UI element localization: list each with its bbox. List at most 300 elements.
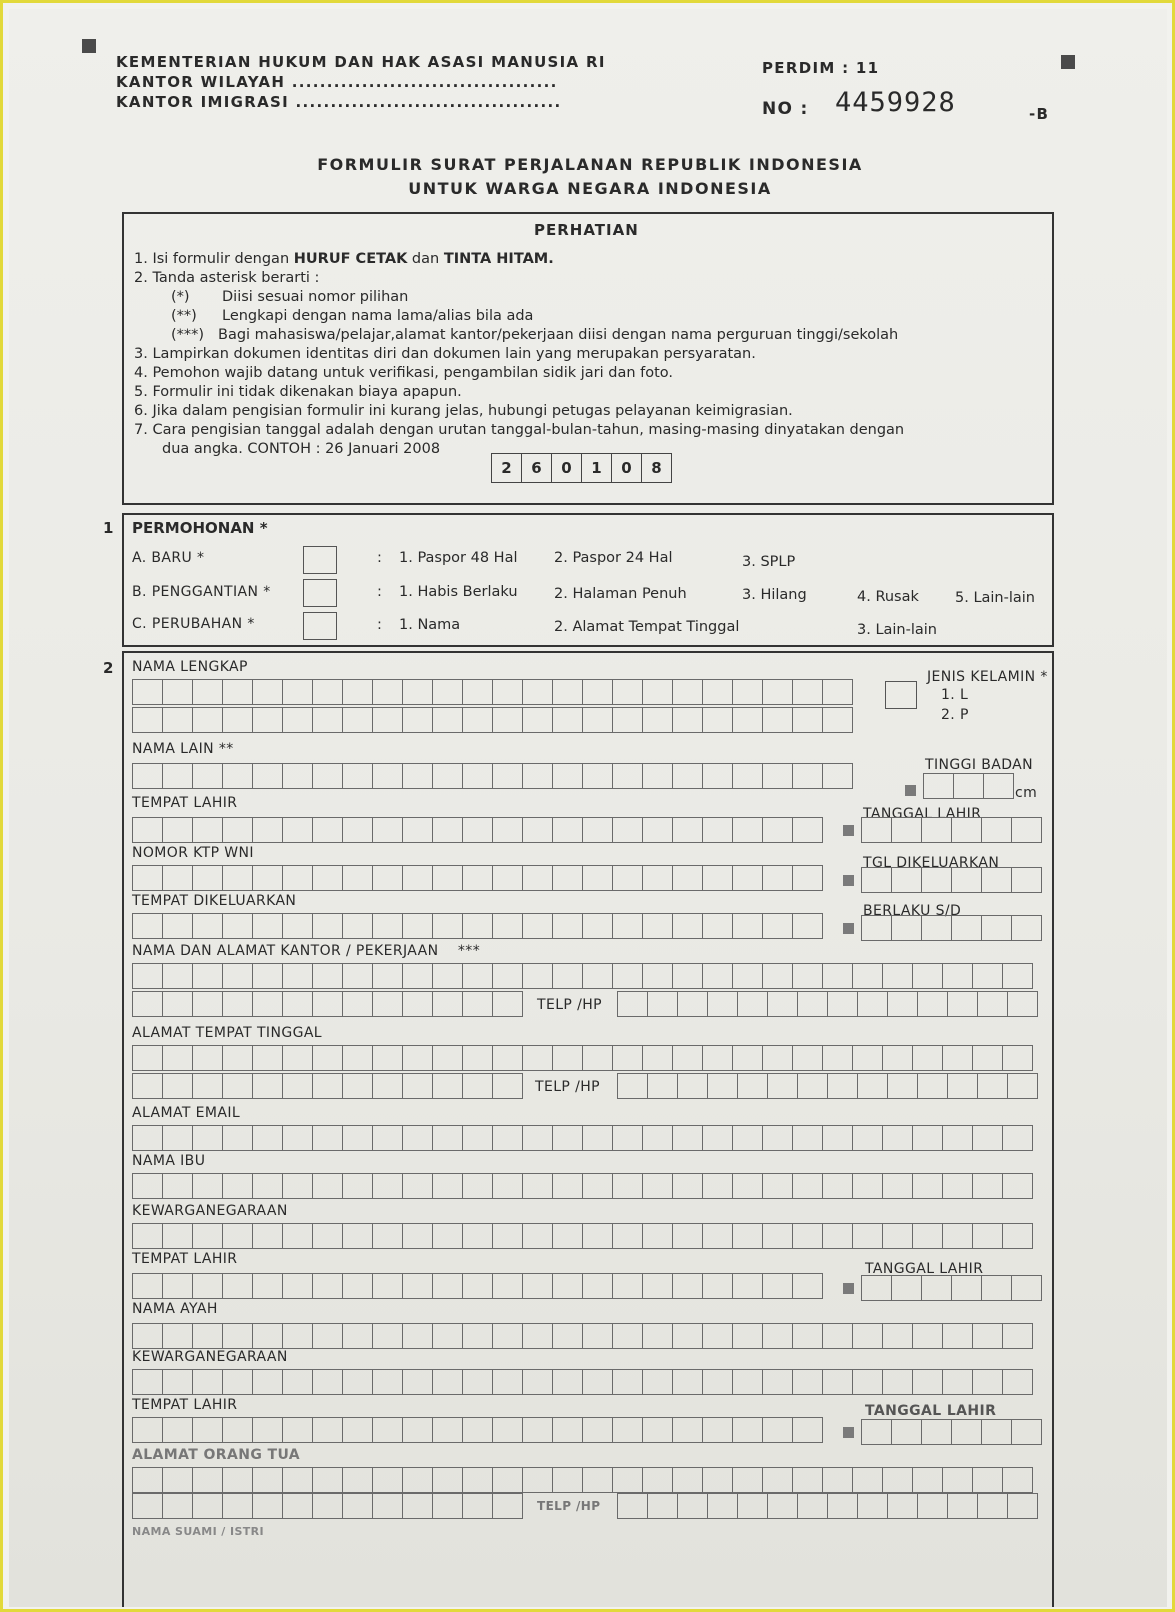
char-box[interactable] — [222, 1073, 253, 1099]
char-box[interactable] — [942, 1125, 973, 1151]
valid-until-input[interactable] — [861, 915, 1041, 941]
char-box[interactable] — [672, 1417, 703, 1443]
char-box[interactable] — [792, 1125, 823, 1151]
char-box[interactable] — [552, 1467, 583, 1493]
char-box[interactable] — [792, 1223, 823, 1249]
char-box[interactable] — [192, 1467, 223, 1493]
char-box[interactable] — [252, 963, 283, 989]
char-box[interactable] — [342, 1073, 373, 1099]
char-box[interactable] — [312, 1073, 343, 1099]
char-box[interactable] — [162, 991, 193, 1017]
char-box[interactable] — [702, 1045, 733, 1071]
char-box[interactable] — [222, 1173, 253, 1199]
char-box[interactable] — [372, 1323, 403, 1349]
char-box[interactable] — [672, 763, 703, 789]
char-box[interactable] — [162, 1467, 193, 1493]
char-box[interactable] — [552, 1223, 583, 1249]
char-box[interactable] — [827, 991, 858, 1017]
char-box[interactable] — [222, 913, 253, 939]
char-box[interactable] — [792, 963, 823, 989]
char-box[interactable] — [312, 865, 343, 891]
char-box[interactable] — [1002, 1369, 1033, 1395]
char-box[interactable] — [672, 1223, 703, 1249]
char-box[interactable] — [1011, 915, 1042, 941]
char-box[interactable] — [192, 1323, 223, 1349]
char-box[interactable] — [372, 1073, 403, 1099]
char-box[interactable] — [462, 1045, 493, 1071]
char-box[interactable] — [492, 1467, 523, 1493]
char-box[interactable] — [192, 1493, 223, 1519]
char-box[interactable] — [282, 1493, 313, 1519]
office-line-1[interactable] — [132, 963, 1032, 989]
char-box[interactable] — [972, 1223, 1003, 1249]
char-box[interactable] — [552, 679, 583, 705]
char-box[interactable] — [282, 1045, 313, 1071]
char-box[interactable] — [492, 1173, 523, 1199]
char-box[interactable] — [582, 1369, 613, 1395]
char-box[interactable] — [822, 1323, 853, 1349]
char-box[interactable] — [432, 1493, 463, 1519]
char-box[interactable] — [492, 1493, 523, 1519]
char-box[interactable] — [342, 1273, 373, 1299]
char-box[interactable] — [402, 707, 433, 733]
char-box[interactable] — [342, 1467, 373, 1493]
char-box[interactable] — [312, 1045, 343, 1071]
char-box[interactable] — [522, 707, 553, 733]
mother-name-input[interactable] — [132, 1173, 1032, 1199]
char-box[interactable] — [312, 1417, 343, 1443]
char-box[interactable] — [162, 817, 193, 843]
char-box[interactable] — [552, 817, 583, 843]
char-box[interactable] — [402, 1417, 433, 1443]
char-box[interactable] — [951, 1275, 982, 1301]
char-box[interactable] — [132, 679, 163, 705]
char-box[interactable] — [132, 1073, 163, 1099]
char-box[interactable] — [432, 991, 463, 1017]
char-box[interactable] — [672, 1045, 703, 1071]
char-box[interactable] — [492, 963, 523, 989]
char-box[interactable] — [677, 1493, 708, 1519]
address-line-1[interactable] — [132, 1045, 1032, 1071]
char-box[interactable] — [612, 1467, 643, 1493]
char-box[interactable] — [672, 1125, 703, 1151]
char-box[interactable] — [432, 1369, 463, 1395]
char-box[interactable] — [677, 991, 708, 1017]
char-box[interactable] — [432, 865, 463, 891]
char-box[interactable] — [942, 1323, 973, 1349]
birth-date-input[interactable] — [861, 817, 1041, 843]
char-box[interactable] — [702, 1273, 733, 1299]
char-box[interactable] — [792, 1273, 823, 1299]
char-box[interactable] — [252, 1045, 283, 1071]
char-box[interactable] — [762, 1417, 793, 1443]
char-box[interactable] — [282, 963, 313, 989]
char-box[interactable] — [132, 1173, 163, 1199]
char-box[interactable] — [947, 1073, 978, 1099]
char-box[interactable] — [222, 865, 253, 891]
char-box[interactable] — [921, 817, 952, 843]
char-box[interactable] — [912, 1369, 943, 1395]
char-box[interactable] — [522, 817, 553, 843]
char-box[interactable] — [612, 1369, 643, 1395]
char-box[interactable] — [1002, 1173, 1033, 1199]
char-box[interactable] — [462, 707, 493, 733]
char-box[interactable] — [462, 1073, 493, 1099]
char-box[interactable] — [762, 963, 793, 989]
char-box[interactable] — [552, 963, 583, 989]
char-box[interactable] — [192, 1045, 223, 1071]
char-box[interactable] — [192, 1223, 223, 1249]
char-box[interactable] — [462, 1493, 493, 1519]
char-box[interactable] — [672, 1467, 703, 1493]
char-box[interactable] — [642, 1045, 673, 1071]
char-box[interactable] — [857, 991, 888, 1017]
char-box[interactable] — [972, 1369, 1003, 1395]
char-box[interactable] — [342, 913, 373, 939]
char-box[interactable] — [1007, 991, 1038, 1017]
char-box[interactable] — [432, 963, 463, 989]
char-box[interactable] — [312, 1125, 343, 1151]
gender-input[interactable] — [885, 681, 917, 709]
char-box[interactable] — [891, 867, 922, 893]
char-box[interactable] — [767, 991, 798, 1017]
char-box[interactable] — [282, 1173, 313, 1199]
char-box[interactable] — [612, 963, 643, 989]
char-box[interactable] — [861, 1275, 892, 1301]
char-box[interactable] — [951, 817, 982, 843]
char-box[interactable] — [252, 1173, 283, 1199]
char-box[interactable] — [252, 1273, 283, 1299]
char-box[interactable] — [852, 1045, 883, 1071]
char-box[interactable] — [642, 817, 673, 843]
char-box[interactable] — [647, 1493, 678, 1519]
char-box[interactable] — [822, 707, 853, 733]
char-box[interactable] — [702, 679, 733, 705]
char-box[interactable] — [342, 1369, 373, 1395]
char-box[interactable] — [372, 1045, 403, 1071]
char-box[interactable] — [282, 1323, 313, 1349]
char-box[interactable] — [797, 991, 828, 1017]
char-box[interactable] — [342, 1045, 373, 1071]
char-box[interactable] — [432, 817, 463, 843]
office-phone-input[interactable] — [617, 991, 1037, 1017]
char-box[interactable] — [732, 1173, 763, 1199]
char-box[interactable] — [252, 1369, 283, 1395]
char-box[interactable] — [861, 817, 892, 843]
char-box[interactable] — [857, 1073, 888, 1099]
char-box[interactable] — [552, 1125, 583, 1151]
full-name-line-1[interactable] — [132, 679, 852, 705]
char-box[interactable] — [162, 865, 193, 891]
char-box[interactable] — [921, 1275, 952, 1301]
char-box[interactable] — [737, 1073, 768, 1099]
char-box[interactable] — [492, 1223, 523, 1249]
char-box[interactable] — [612, 1173, 643, 1199]
char-box[interactable] — [252, 1223, 283, 1249]
char-box[interactable] — [192, 679, 223, 705]
char-box[interactable] — [792, 1467, 823, 1493]
char-box[interactable] — [312, 817, 343, 843]
char-box[interactable] — [132, 1493, 163, 1519]
char-box[interactable] — [582, 963, 613, 989]
char-box[interactable] — [882, 1125, 913, 1151]
char-box[interactable] — [972, 1323, 1003, 1349]
char-box[interactable] — [827, 1073, 858, 1099]
char-box[interactable] — [702, 707, 733, 733]
char-box[interactable] — [672, 865, 703, 891]
father-birth-place-input[interactable] — [132, 1417, 822, 1443]
char-box[interactable] — [822, 1045, 853, 1071]
char-box[interactable] — [732, 963, 763, 989]
parent-address-line-2[interactable] — [132, 1493, 522, 1519]
char-box[interactable] — [372, 679, 403, 705]
char-box[interactable] — [942, 1223, 973, 1249]
char-box[interactable] — [252, 1467, 283, 1493]
char-box[interactable] — [612, 1273, 643, 1299]
char-box[interactable] — [1011, 867, 1042, 893]
permohonan-b-input[interactable] — [303, 579, 337, 607]
char-box[interactable] — [192, 1073, 223, 1099]
char-box[interactable] — [492, 1273, 523, 1299]
char-box[interactable] — [792, 1323, 823, 1349]
char-box[interactable] — [582, 679, 613, 705]
char-box[interactable] — [342, 1493, 373, 1519]
char-box[interactable] — [522, 1369, 553, 1395]
char-box[interactable] — [582, 1467, 613, 1493]
char-box[interactable] — [552, 1369, 583, 1395]
char-box[interactable] — [702, 1417, 733, 1443]
char-box[interactable] — [192, 963, 223, 989]
char-box[interactable] — [372, 1467, 403, 1493]
char-box[interactable] — [522, 1417, 553, 1443]
char-box[interactable] — [672, 817, 703, 843]
char-box[interactable] — [732, 1273, 763, 1299]
char-box[interactable] — [312, 1493, 343, 1519]
char-box[interactable] — [642, 679, 673, 705]
char-box[interactable] — [372, 1369, 403, 1395]
char-box[interactable] — [702, 1173, 733, 1199]
char-box[interactable] — [492, 707, 523, 733]
char-box[interactable] — [432, 1323, 463, 1349]
char-box[interactable] — [1011, 817, 1042, 843]
char-box[interactable] — [882, 1369, 913, 1395]
char-box[interactable] — [672, 963, 703, 989]
char-box[interactable] — [492, 1323, 523, 1349]
char-box[interactable] — [642, 1323, 673, 1349]
char-box[interactable] — [552, 865, 583, 891]
char-box[interactable] — [1007, 1073, 1038, 1099]
char-box[interactable] — [192, 707, 223, 733]
char-box[interactable] — [432, 1417, 463, 1443]
char-box[interactable] — [917, 1493, 948, 1519]
char-box[interactable] — [552, 707, 583, 733]
char-box[interactable] — [953, 773, 984, 799]
char-box[interactable] — [582, 1417, 613, 1443]
char-box[interactable] — [132, 1223, 163, 1249]
char-box[interactable] — [792, 913, 823, 939]
permohonan-c-input[interactable] — [303, 612, 337, 640]
char-box[interactable] — [582, 763, 613, 789]
char-box[interactable] — [432, 1173, 463, 1199]
char-box[interactable] — [222, 707, 253, 733]
char-box[interactable] — [891, 1419, 922, 1445]
char-box[interactable] — [951, 915, 982, 941]
char-box[interactable] — [912, 1323, 943, 1349]
char-box[interactable] — [1007, 1493, 1038, 1519]
char-box[interactable] — [732, 1125, 763, 1151]
char-box[interactable] — [192, 913, 223, 939]
char-box[interactable] — [162, 1493, 193, 1519]
char-box[interactable] — [282, 817, 313, 843]
char-box[interactable] — [162, 913, 193, 939]
char-box[interactable] — [282, 763, 313, 789]
char-box[interactable] — [822, 1125, 853, 1151]
char-box[interactable] — [981, 1275, 1012, 1301]
char-box[interactable] — [372, 707, 403, 733]
char-box[interactable] — [132, 991, 163, 1017]
char-box[interactable] — [222, 1223, 253, 1249]
char-box[interactable] — [882, 1323, 913, 1349]
char-box[interactable] — [462, 1223, 493, 1249]
char-box[interactable] — [642, 707, 673, 733]
address-phone-input[interactable] — [617, 1073, 1037, 1099]
char-box[interactable] — [312, 1467, 343, 1493]
char-box[interactable] — [552, 1045, 583, 1071]
char-box[interactable] — [342, 1417, 373, 1443]
char-box[interactable] — [282, 1223, 313, 1249]
char-box[interactable] — [252, 1417, 283, 1443]
char-box[interactable] — [372, 1417, 403, 1443]
char-box[interactable] — [852, 1125, 883, 1151]
char-box[interactable] — [522, 1045, 553, 1071]
char-box[interactable] — [822, 1223, 853, 1249]
char-box[interactable] — [642, 913, 673, 939]
char-box[interactable] — [582, 1223, 613, 1249]
char-box[interactable] — [342, 963, 373, 989]
char-box[interactable] — [462, 991, 493, 1017]
char-box[interactable] — [827, 1493, 858, 1519]
char-box[interactable] — [732, 679, 763, 705]
char-box[interactable] — [162, 1045, 193, 1071]
char-box[interactable] — [951, 867, 982, 893]
char-box[interactable] — [162, 1073, 193, 1099]
char-box[interactable] — [132, 963, 163, 989]
char-box[interactable] — [762, 1369, 793, 1395]
char-box[interactable] — [792, 679, 823, 705]
char-box[interactable] — [312, 763, 343, 789]
char-box[interactable] — [402, 963, 433, 989]
char-box[interactable] — [552, 913, 583, 939]
char-box[interactable] — [797, 1073, 828, 1099]
char-box[interactable] — [522, 1323, 553, 1349]
char-box[interactable] — [462, 1173, 493, 1199]
char-box[interactable] — [762, 1173, 793, 1199]
char-box[interactable] — [702, 763, 733, 789]
char-box[interactable] — [642, 1417, 673, 1443]
char-box[interactable] — [252, 1493, 283, 1519]
char-box[interactable] — [942, 963, 973, 989]
char-box[interactable] — [942, 1045, 973, 1071]
char-box[interactable] — [582, 1173, 613, 1199]
char-box[interactable] — [732, 1369, 763, 1395]
char-box[interactable] — [677, 1073, 708, 1099]
char-box[interactable] — [1011, 1419, 1042, 1445]
char-box[interactable] — [762, 865, 793, 891]
char-box[interactable] — [702, 1369, 733, 1395]
char-box[interactable] — [762, 1273, 793, 1299]
char-box[interactable] — [552, 1273, 583, 1299]
char-box[interactable] — [192, 1273, 223, 1299]
char-box[interactable] — [312, 1223, 343, 1249]
char-box[interactable] — [582, 1323, 613, 1349]
char-box[interactable] — [222, 991, 253, 1017]
char-box[interactable] — [252, 817, 283, 843]
char-box[interactable] — [972, 963, 1003, 989]
char-box[interactable] — [617, 1493, 648, 1519]
char-box[interactable] — [861, 867, 892, 893]
char-box[interactable] — [582, 913, 613, 939]
char-box[interactable] — [1002, 1045, 1033, 1071]
char-box[interactable] — [522, 913, 553, 939]
char-box[interactable] — [951, 1419, 982, 1445]
char-box[interactable] — [132, 763, 163, 789]
char-box[interactable] — [342, 865, 373, 891]
char-box[interactable] — [762, 707, 793, 733]
char-box[interactable] — [647, 991, 678, 1017]
char-box[interactable] — [857, 1493, 888, 1519]
char-box[interactable] — [162, 1273, 193, 1299]
char-box[interactable] — [222, 1467, 253, 1493]
mother-birth-date-input[interactable] — [861, 1275, 1041, 1301]
char-box[interactable] — [342, 1223, 373, 1249]
char-box[interactable] — [492, 1073, 523, 1099]
char-box[interactable] — [702, 865, 733, 891]
char-box[interactable] — [617, 991, 648, 1017]
char-box[interactable] — [672, 1173, 703, 1199]
char-box[interactable] — [942, 1173, 973, 1199]
char-box[interactable] — [887, 1493, 918, 1519]
char-box[interactable] — [702, 913, 733, 939]
char-box[interactable] — [522, 1173, 553, 1199]
char-box[interactable] — [432, 913, 463, 939]
char-box[interactable] — [707, 1493, 738, 1519]
char-box[interactable] — [882, 1467, 913, 1493]
char-box[interactable] — [492, 991, 523, 1017]
char-box[interactable] — [402, 1223, 433, 1249]
char-box[interactable] — [192, 1417, 223, 1443]
char-box[interactable] — [252, 1073, 283, 1099]
char-box[interactable] — [522, 763, 553, 789]
char-box[interactable] — [762, 763, 793, 789]
char-box[interactable] — [432, 1223, 463, 1249]
char-box[interactable] — [522, 1467, 553, 1493]
char-box[interactable] — [917, 1073, 948, 1099]
char-box[interactable] — [222, 1323, 253, 1349]
char-box[interactable] — [252, 865, 283, 891]
char-box[interactable] — [402, 817, 433, 843]
char-box[interactable] — [797, 1493, 828, 1519]
char-box[interactable] — [372, 1223, 403, 1249]
char-box[interactable] — [132, 1467, 163, 1493]
char-box[interactable] — [912, 1467, 943, 1493]
char-box[interactable] — [647, 1073, 678, 1099]
char-box[interactable] — [372, 991, 403, 1017]
char-box[interactable] — [282, 865, 313, 891]
ktp-number-input[interactable] — [132, 865, 822, 891]
char-box[interactable] — [402, 1467, 433, 1493]
char-box[interactable] — [887, 991, 918, 1017]
char-box[interactable] — [972, 1467, 1003, 1493]
